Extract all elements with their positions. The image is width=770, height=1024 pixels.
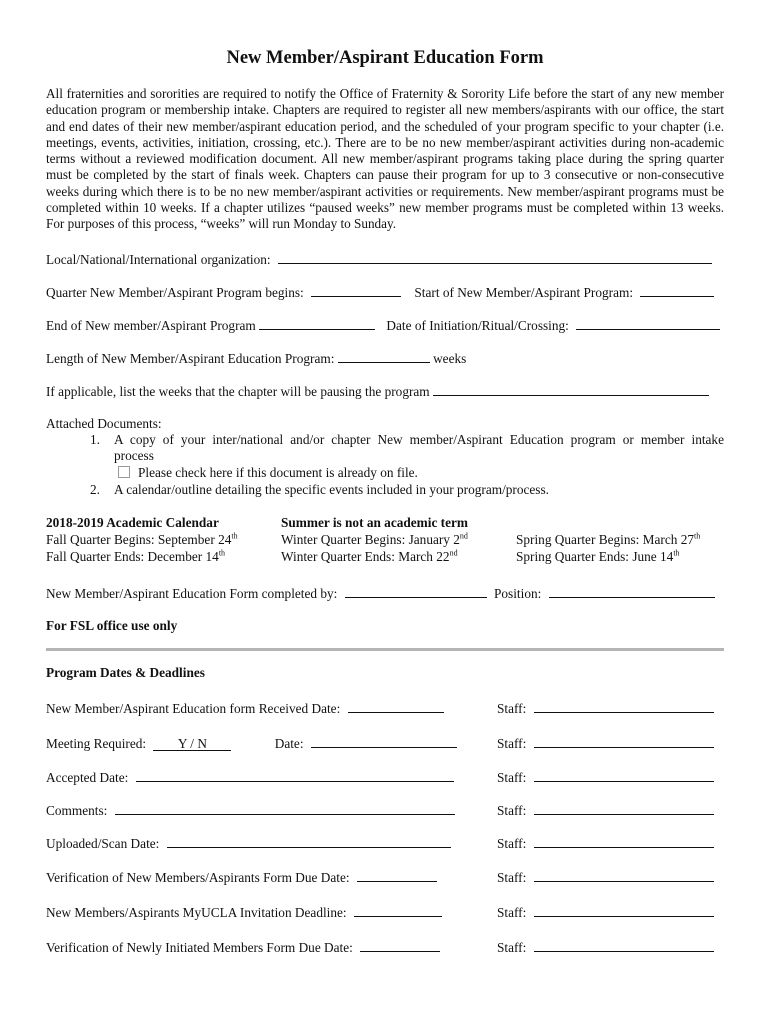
verification-new-label: Verification of New Members/Aspirants Form Due Date:: [46, 870, 350, 885]
calendar-column-spring: [516, 514, 700, 565]
staff-field[interactable]: [534, 735, 714, 748]
verification-initiated-row: [46, 939, 440, 956]
attached-heading: Attached Documents:: [46, 416, 162, 431]
staff-row-3: [497, 769, 714, 786]
staff-field[interactable]: [534, 904, 714, 917]
position-label: Position:: [494, 586, 542, 601]
attached-item-1-continued: process: [114, 448, 154, 463]
staff-field[interactable]: [534, 835, 714, 848]
uploaded-date-row: [46, 835, 451, 852]
verification-new-row: [46, 869, 437, 886]
fall-ends: Fall Quarter Ends: December 14th: [46, 548, 226, 564]
received-date-label: New Member/Aspirant Education form Received Date:: [46, 701, 341, 716]
start-program-label: Start of New Member/Aspirant Program:: [414, 285, 634, 300]
spring-ends: Spring Quarter Ends: June 14th: [516, 548, 680, 564]
length-field[interactable]: [338, 350, 430, 363]
winter-ends: Winter Quarter Ends: March 22nd: [281, 548, 458, 564]
accepted-date-label: Accepted Date:: [46, 770, 129, 785]
position-field[interactable]: [549, 585, 715, 598]
invitation-deadline-label: New Members/Aspirants MyUCLA Invitation Deadline:: [46, 905, 347, 920]
calendar-column-fall: [46, 514, 238, 565]
meeting-required-label: Meeting Required:: [46, 736, 147, 751]
staff-label: Staff:: [497, 836, 527, 851]
staff-field[interactable]: [534, 700, 714, 713]
completed-by-row: [46, 585, 715, 602]
meeting-required-choice[interactable]: Y / N: [153, 737, 231, 751]
organization-row: [46, 251, 712, 268]
summer-note: Summer is not an academic term: [281, 515, 468, 530]
length-suffix: weeks: [433, 351, 467, 366]
comments-label: Comments:: [46, 803, 108, 818]
meeting-date-field[interactable]: [311, 735, 457, 748]
accepted-date-row: [46, 769, 454, 786]
received-date-field[interactable]: [348, 700, 444, 713]
fsl-office-use-heading: For FSL office use only: [46, 618, 178, 633]
staff-label: Staff:: [497, 905, 527, 920]
pausing-label: If applicable, list the weeks that the chapter will be pausing the program: [46, 384, 430, 399]
calendar-column-winter: [281, 514, 468, 565]
accepted-date-field[interactable]: [136, 769, 454, 782]
staff-label: Staff:: [497, 870, 527, 885]
verification-new-field[interactable]: [357, 869, 437, 882]
fall-begins: Fall Quarter Begins: September 24th: [46, 531, 238, 547]
verification-initiated-field[interactable]: [360, 939, 440, 952]
invitation-deadline-row: [46, 904, 442, 921]
program-dates-row: [46, 284, 714, 301]
staff-label: Staff:: [497, 736, 527, 751]
end-program-label: End of New member/Aspirant Program: [46, 318, 256, 333]
on-file-checkbox-label: Please check here if this document is already on file.: [138, 465, 418, 480]
meeting-date-label: Date:: [274, 736, 304, 751]
staff-row-4: [497, 802, 714, 819]
on-file-checkbox-row[interactable]: [118, 465, 418, 481]
uploaded-date-label: Uploaded/Scan Date:: [46, 836, 160, 851]
comments-row: [46, 802, 455, 819]
staff-field[interactable]: [534, 802, 714, 815]
pausing-row: [46, 383, 709, 400]
organization-label: Local/National/International organization:: [46, 252, 271, 267]
staff-label: Staff:: [497, 770, 527, 785]
winter-begins: Winter Quarter Begins: January 2nd: [281, 531, 468, 547]
initiation-date-field[interactable]: [576, 317, 720, 330]
calendar-heading: 2018-2019 Academic Calendar: [46, 515, 219, 530]
organization-field[interactable]: [278, 251, 712, 264]
staff-label: Staff:: [497, 940, 527, 955]
start-program-field[interactable]: [640, 284, 714, 297]
staff-field[interactable]: [534, 769, 714, 782]
pausing-field[interactable]: [433, 383, 709, 396]
attached-item-1-number: 1.: [90, 432, 100, 447]
staff-row-1: [497, 700, 714, 717]
meeting-required-row: [46, 735, 457, 752]
quarter-begins-label: Quarter New Member/Aspirant Program begins:: [46, 285, 304, 300]
uploaded-date-field[interactable]: [167, 835, 451, 848]
staff-row-8: [497, 939, 714, 956]
attached-item-1-text: A copy of your inter/national and/or chapter New member/Aspirant Education program or member intake: [114, 432, 724, 447]
attached-item-2-text: A calendar/outline detailing the specific events included in your program/process.: [114, 482, 549, 497]
staff-row-2: [497, 735, 714, 752]
program-dates-heading: Program Dates & Deadlines: [46, 665, 205, 680]
end-program-field[interactable]: [259, 317, 375, 330]
intro-paragraph: All fraternities and sororities are required to notify the Office of Fraternity & Sorority Life before the start of any new member education program or membership intake. Chapters are required to register all new members/aspirants with our office, the start and end dates of their new member/aspirant education period, and the scheduled of your program specific to your chapter (i.e. meetings, events, activities, initiation, crossing, etc.). There are to be no new member/aspirant activities during non-academic terms without a reviewed modification document. All new member/aspirant programs taking place during the spring quarter must be completed by the start of finals week. Chapters can pause their program for up to 3 consecutive or non-consecutive weeks during which there is to be no new member/aspirant activities or requirements. New member/aspirant programs must be completed within 10 weeks. If a chapter utilizes “paused weeks” new member programs must be completed within 13 weeks. For purposes of this process, “weeks” will run Monday to Sunday.: [46, 86, 724, 232]
staff-row-7: [497, 904, 714, 921]
completed-by-field[interactable]: [345, 585, 487, 598]
section-divider: [46, 648, 724, 651]
staff-label: Staff:: [497, 701, 527, 716]
spring-begins: Spring Quarter Begins: March 27th: [516, 531, 701, 547]
received-date-row: [46, 700, 444, 717]
staff-field[interactable]: [534, 869, 714, 882]
on-file-checkbox[interactable]: [118, 466, 130, 478]
end-dates-row: [46, 317, 720, 334]
attached-item-2-number: 2.: [90, 482, 100, 497]
verification-initiated-label: Verification of Newly Initiated Members Form Due Date:: [46, 940, 353, 955]
comments-field[interactable]: [115, 802, 455, 815]
staff-field[interactable]: [534, 939, 714, 952]
initiation-date-label: Date of Initiation/Ritual/Crossing:: [386, 318, 569, 333]
completed-by-label: New Member/Aspirant Education Form completed by:: [46, 586, 338, 601]
quarter-begins-field[interactable]: [311, 284, 401, 297]
invitation-deadline-field[interactable]: [354, 904, 442, 917]
staff-row-6: [497, 869, 714, 886]
length-row: [46, 350, 466, 367]
staff-row-5: [497, 835, 714, 852]
length-label: Length of New Member/Aspirant Education Program:: [46, 351, 335, 366]
page-title: New Member/Aspirant Education Form: [226, 48, 544, 68]
staff-label: Staff:: [497, 803, 527, 818]
